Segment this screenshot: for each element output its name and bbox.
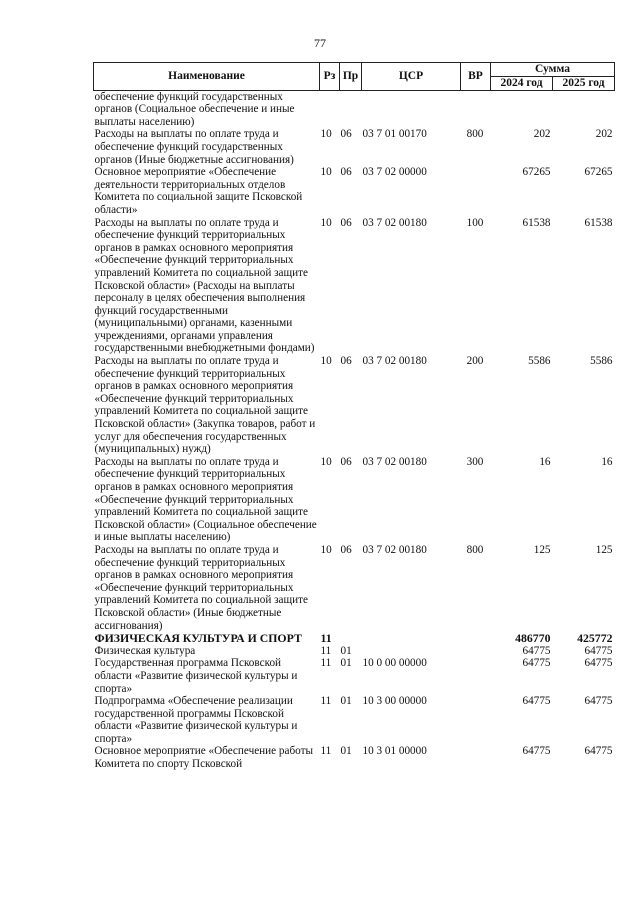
table-row xyxy=(94,632,615,645)
cell-csr: 03 7 02 00180 xyxy=(362,216,427,229)
cell-csr xyxy=(362,632,461,645)
cell-vr: 800 xyxy=(466,543,484,556)
cell-rz: 11 xyxy=(320,657,332,670)
table-body xyxy=(94,90,615,771)
cell-sum-2024: 67265 xyxy=(522,166,551,179)
cell-rz: 11 xyxy=(320,745,332,758)
cell-rz: 10 xyxy=(320,128,332,141)
header-name: Наименование xyxy=(94,63,320,91)
cell-sum-2025: 5586 xyxy=(590,355,613,368)
cell-sum-2025: 125 xyxy=(595,543,613,556)
cell-pr: 01 xyxy=(340,745,352,758)
cell-rz: 10 xyxy=(320,455,332,468)
header-year-2025: 2025 год xyxy=(553,76,615,90)
cell-name: Расходы на выплаты по оплате труда и обеспечение функций территориальных органов в рамках основного мероприятия «Обеспечение функций территориальных управлений Комитета по социальной защите Псковской области» (Расходы на выплаты персоналу в целях обеспечения выполнения функций государственными (муниципальными) органами, казенными учреждениями, органами управления государственными внебюджетными фондами) xyxy=(94,216,315,355)
cell-rz xyxy=(320,90,340,128)
cell-name: Расходы на выплаты по оплате труда и обеспечение функций территориальных органов в рамках основного мероприятия «Обеспечение функций территориальных управлений Комитета по социальной защите Псковской области» (Закупка товаров, работ и услуг для обеспечения государственных (муниципальных) нужд) xyxy=(94,355,316,456)
table-row xyxy=(94,456,615,544)
cell-pr xyxy=(340,90,362,128)
cell-pr: 06 xyxy=(340,216,352,229)
cell-csr: 03 7 02 00180 xyxy=(362,355,427,368)
cell-pr: 01 xyxy=(340,657,352,670)
cell-rz: 11 xyxy=(320,644,332,657)
table-row xyxy=(94,544,615,632)
cell-sum-2024 xyxy=(491,90,553,128)
cell-vr xyxy=(461,632,491,645)
cell-vr xyxy=(461,645,491,658)
header-sum: Сумма xyxy=(491,63,615,77)
cell-sum-2025: 64775 xyxy=(584,644,613,657)
table-row xyxy=(94,745,615,770)
cell-rz: 11 xyxy=(320,695,332,708)
cell-vr xyxy=(461,166,491,216)
cell-name: Расходы на выплаты по оплате труда и обеспечение функций государственных органов (Иные бюджетные ассигнования) xyxy=(94,128,294,166)
cell-sum-2025: 61538 xyxy=(584,216,613,229)
cell-csr: 10 0 00 00000 xyxy=(362,657,427,670)
cell-rz: 10 xyxy=(320,355,332,368)
table-row xyxy=(94,90,615,128)
cell-sum-2025: 67265 xyxy=(584,166,613,179)
cell-sum-2025: 16 xyxy=(601,455,613,468)
cell-sum-2025: 64775 xyxy=(584,745,613,758)
cell-sum-2024: 202 xyxy=(533,128,551,141)
cell-vr: 100 xyxy=(466,216,484,229)
table-row xyxy=(94,217,615,356)
cell-pr: 06 xyxy=(340,455,352,468)
cell-pr xyxy=(340,632,362,645)
table-header xyxy=(94,63,615,91)
cell-pr: 06 xyxy=(340,355,352,368)
cell-pr: 06 xyxy=(340,166,352,179)
cell-sum-2024: 486770 xyxy=(515,631,551,646)
cell-sum-2024: 16 xyxy=(539,455,551,468)
cell-name: Основное мероприятие «Обеспечение работы Комитета по спорту Псковской xyxy=(94,745,314,771)
header-csr: ЦСР xyxy=(362,63,461,91)
cell-rz: 10 xyxy=(320,216,332,229)
cell-vr: 200 xyxy=(466,355,484,368)
cell-name: Подпрограмма «Обеспечение реализации государственной программы Псковской области «Развитие физической культуры и спорта» xyxy=(94,695,298,745)
cell-sum-2025: 64775 xyxy=(584,695,613,708)
cell-vr xyxy=(461,90,491,128)
table-row xyxy=(94,166,615,216)
cell-name: Расходы на выплаты по оплате труда и обеспечение функций территориальных органов в рамках основного мероприятия «Обеспечение функций территориальных управлений Комитета по социальной защите Псковской области» (Социальное обеспечение и иные выплаты населению) xyxy=(94,455,317,544)
cell-name: обеспечение функций государственных органов (Социальное обеспечение и иные выплаты населению) xyxy=(94,90,295,128)
header-pr: Пр xyxy=(340,63,362,91)
table-row xyxy=(94,657,615,695)
cell-name: Государственная программа Псковской области «Развитие физической культуры и спорта» xyxy=(94,657,298,695)
cell-sum-2024: 64775 xyxy=(522,644,551,657)
cell-pr: 06 xyxy=(340,543,352,556)
cell-vr: 800 xyxy=(466,128,484,141)
cell-csr xyxy=(362,645,461,658)
cell-csr: 10 3 00 00000 xyxy=(362,695,427,708)
cell-csr: 03 7 02 00180 xyxy=(362,455,427,468)
cell-sum-2024: 61538 xyxy=(522,216,551,229)
cell-sum-2024: 64775 xyxy=(522,657,551,670)
cell-csr xyxy=(362,90,461,128)
cell-name: Расходы на выплаты по оплате труда и обеспечение функций территориальных органов в рамках основного мероприятия «Обеспечение функций территориальных управлений Комитета по социальной защите Псковской области» (Иные бюджетные ассигнования) xyxy=(94,543,308,632)
cell-name: Основное мероприятие «Обеспечение деятельности территориальных отделов Комитета по социальной защите Псковской области» xyxy=(94,166,303,216)
table-row xyxy=(94,645,615,658)
cell-vr xyxy=(461,695,491,745)
table-row xyxy=(94,695,615,745)
cell-sum-2025: 202 xyxy=(595,128,613,141)
cell-vr xyxy=(461,657,491,695)
table-row xyxy=(94,355,615,456)
cell-sum-2025 xyxy=(553,90,615,128)
cell-pr: 01 xyxy=(340,644,352,657)
cell-rz: 11 xyxy=(320,631,332,646)
cell-name: ФИЗИЧЕСКАЯ КУЛЬТУРА И СПОРТ xyxy=(94,631,302,646)
cell-sum-2025: 64775 xyxy=(584,657,613,670)
cell-sum-2024: 64775 xyxy=(522,745,551,758)
cell-rz: 10 xyxy=(320,166,332,179)
cell-sum-2024: 64775 xyxy=(522,695,551,708)
cell-sum-2024: 125 xyxy=(533,543,551,556)
cell-csr: 03 7 01 00170 xyxy=(362,128,427,141)
cell-pr: 01 xyxy=(340,695,352,708)
cell-name: Физическая культура xyxy=(94,644,196,657)
cell-rz: 10 xyxy=(320,543,332,556)
header-rz: Рз xyxy=(320,63,340,91)
cell-csr: 03 7 02 00000 xyxy=(362,166,427,179)
cell-sum-2024: 5586 xyxy=(528,355,551,368)
cell-vr xyxy=(461,745,491,770)
header-year-2024: 2024 год xyxy=(491,76,553,90)
table-row xyxy=(94,128,615,166)
cell-csr: 03 7 02 00180 xyxy=(362,543,427,556)
page-number: 77 xyxy=(314,36,326,50)
budget-table xyxy=(93,62,615,771)
header-vr: ВР xyxy=(461,63,491,91)
cell-csr: 10 3 01 00000 xyxy=(362,745,427,758)
cell-vr: 300 xyxy=(466,455,484,468)
cell-sum-2025: 425772 xyxy=(577,631,613,646)
cell-pr: 06 xyxy=(340,128,352,141)
